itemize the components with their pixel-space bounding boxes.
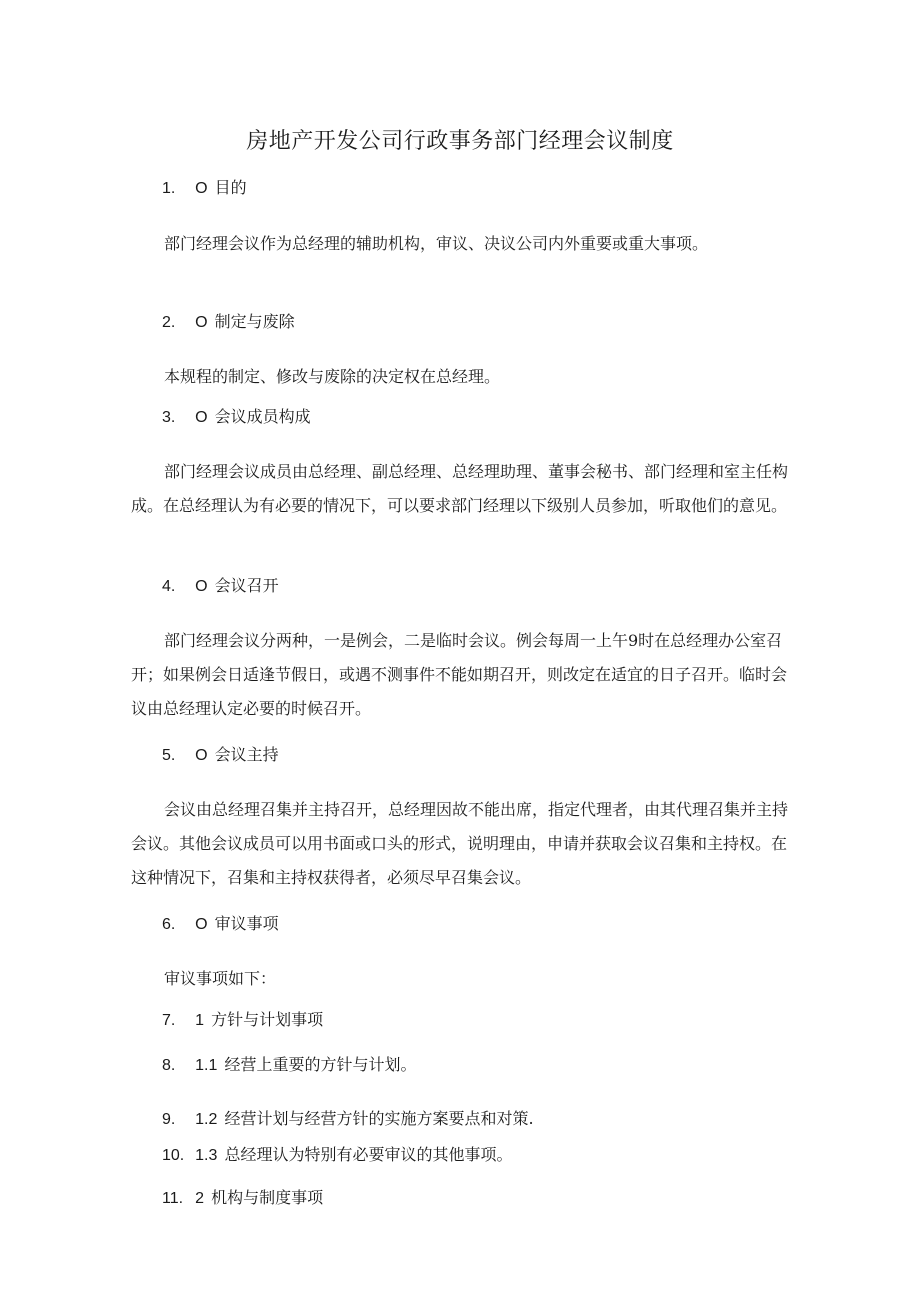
section-title: 会议主持 [214,745,279,764]
item-text: 机构与制度事项 [211,1188,324,1207]
item-number: 8. [162,1057,176,1074]
item-text: 经营计划与经营方针的实施方案要点和对策. [224,1109,534,1128]
section-number: 6. [162,916,176,933]
paragraph: 本规程的制定、修改与废除的决定权在总经理。 [164,367,501,386]
item-number: 7. [162,1012,176,1029]
item-mark: 1.3 [195,1147,218,1164]
paragraph: 部门经理会议分两种，一是例会，二是临时会议。例会每周一上午9时在总经理办公室召开；如果例会日适逢节假日，或遇不测事件不能如期召开，则改定在适宜的日子召开。临时会议由总经理认定必要的时候召开。 [131,631,788,718]
list-item [162,1008,323,1033]
paragraph: 部门经理会议作为总经理的辅助机构，审议、决议公司内外重要或重大事项。 [164,234,709,253]
item-text: 总经理认为特别有必要审议的其他事项。 [224,1145,513,1164]
section-mark: O [195,314,208,331]
item-number: 9. [162,1111,176,1128]
section-heading [162,912,279,937]
section-mark: O [195,747,208,764]
item-mark: 2 [195,1190,204,1207]
paragraph: 部门经理会议成员由总经理、副总经理、总经理助理、董事会秘书、部门经理和室主任构成。在总经理认为有必要的情况下，可以要求部门经理以下级别人员参加，听取他们的意见。 [131,462,789,515]
section-title: 制定与废除 [214,312,295,331]
section-title: 会议召开 [214,576,279,595]
section-title: 会议成员构成 [214,407,311,426]
section-heading [162,405,311,430]
section-mark: O [195,578,208,595]
document-title: 房地产开发公司行政事务部门经理会议制度 [246,129,674,154]
section-number: 3. [162,409,176,426]
section-mark: O [195,916,208,933]
section-title: 目的 [214,178,247,197]
section-number: 5. [162,747,176,764]
section-heading [162,574,279,599]
section-heading [162,310,295,335]
item-mark: 1 [195,1012,204,1029]
section-mark: O [195,409,208,426]
section-number: 2. [162,314,176,331]
section-heading [162,743,279,768]
item-number: 11. [162,1190,184,1207]
section-mark: O [195,180,208,197]
list-item [162,1186,323,1211]
item-mark: 1.2 [195,1111,218,1128]
item-mark: 1.1 [195,1057,218,1074]
item-text: 经营上重要的方针与计划。 [224,1055,417,1074]
section-title: 审议事项 [214,914,279,933]
item-number: 10. [162,1147,185,1164]
list-item [162,1053,416,1078]
list-item [162,1107,534,1132]
list-item [162,1143,512,1168]
section-number: 1. [162,180,176,197]
section-number: 4. [162,578,176,595]
paragraph: 会议由总经理召集并主持召开，总经理因故不能出席，指定代理者，由其代理召集并主持会议。其他会议成员可以用书面或口头的形式，说明理由，申请并获取会议召集和主持权。在这种情况下，召集和主持权获得者，必须尽早召集会议。 [131,800,789,887]
paragraph: 审议事项如下： [164,969,277,988]
section-heading [162,176,247,201]
item-text: 方针与计划事项 [211,1010,324,1029]
